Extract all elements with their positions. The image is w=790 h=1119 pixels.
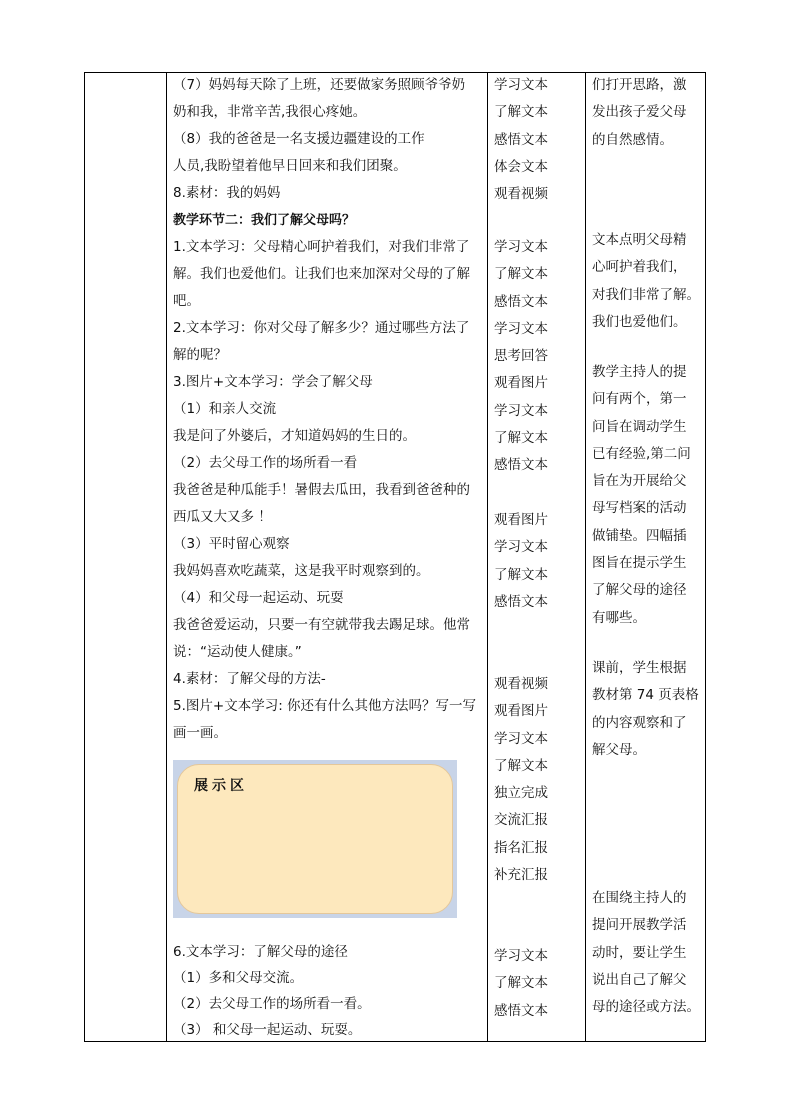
activity-item: 学习文本 <box>494 320 548 337</box>
note-line: 在围绕主持人的 <box>592 890 687 906</box>
content-line: （2）去父母工作的场所看一看。 <box>173 996 371 1012</box>
note-line: 有哪些。 <box>592 609 646 626</box>
activity-item: 感悟文本 <box>494 293 548 310</box>
content-line: 3.图片+文本学习：学会了解父母 <box>173 374 373 390</box>
activity-item: 学习文本 <box>494 239 548 255</box>
note-line: 发出孩子爱父母 <box>592 104 687 121</box>
note-line: 图旨在提示学生 <box>592 555 687 572</box>
activity-item: 感悟文本 <box>494 1002 548 1019</box>
note-line: 母的途径或方法。 <box>592 999 700 1016</box>
note-group-3 <box>592 359 691 632</box>
table-border-right <box>705 72 706 1042</box>
content-line: 画一画。 <box>173 725 227 741</box>
content-line: （3） 和父母一起运动、玩耍。 <box>173 1022 362 1038</box>
note-line: 了解父母的途径 <box>592 582 687 599</box>
content-line: 2.文本学习：你对父母了解多少？通过哪些方法了 <box>173 320 470 336</box>
content-line: 人员,我盼望着他早日回来和我们团聚。 <box>173 158 407 174</box>
activity-item: 了解文本 <box>494 104 548 121</box>
section-heading: 教学环节二：我们了解父母吗？ <box>173 213 356 228</box>
note-line: 对我们非常了解。 <box>592 286 700 303</box>
note-line: 们打开思路，激 <box>592 77 687 93</box>
content-line: 我妈妈喜欢吃蔬菜，这是我平时观察到的。 <box>173 563 430 579</box>
activity-item: 了解文本 <box>494 975 548 992</box>
content-line: 8.素材：我的妈妈 <box>173 185 281 201</box>
content-line: 1.文本学习：父母精心呵护着我们，对我们非常了 <box>173 239 470 255</box>
activity-item: 观看视频 <box>494 186 548 203</box>
content-line: （3）平时留心观察 <box>173 536 290 552</box>
content-line: （4）和父母一起运动、玩耍 <box>173 590 344 606</box>
note-group-1 <box>592 72 687 154</box>
activity-item: 学习文本 <box>494 730 548 747</box>
note-line: 教学主持人的提 <box>592 364 687 380</box>
content-line: （1）和亲人交流 <box>173 401 277 417</box>
display-area <box>173 760 457 918</box>
note-line: 旨在为开展给父 <box>592 473 687 490</box>
activity-item: 了解文本 <box>494 266 548 283</box>
table-border-left <box>84 72 85 1042</box>
activity-item: 了解文本 <box>494 430 548 447</box>
activity-item: 了解文本 <box>494 566 548 583</box>
note-line: 文本点明父母精 <box>592 232 687 248</box>
activity-item: 感悟文本 <box>494 131 548 148</box>
content-line: 西瓜又大又多 ！ <box>173 509 272 525</box>
activity-group-5 <box>494 943 548 1025</box>
display-area-title: 展示区 <box>194 778 248 794</box>
table-divider-3 <box>585 72 586 1042</box>
content-line: 我爸爸是种瓜能手！暑假去瓜田，我看到爸爸种的 <box>173 482 470 498</box>
activity-item: 感悟文本 <box>494 457 548 474</box>
note-line: 做铺垫。四幅插 <box>592 527 687 544</box>
content-line: 我是问了外婆后，才知道妈妈的生日的。 <box>173 428 416 444</box>
table-divider-2 <box>487 72 488 1042</box>
content-line: 吧。 <box>173 293 200 309</box>
note-group-2 <box>592 227 700 336</box>
activity-item: 观看图片 <box>494 375 548 392</box>
note-line: 心呵护着我们， <box>592 259 687 276</box>
content-line: （8）我的爸爸是一名支援边疆建设的工作 <box>173 131 425 147</box>
activity-item: 思考回答 <box>494 348 548 365</box>
activity-item: 感悟文本 <box>494 593 548 610</box>
note-line: 的内容观察和了 <box>592 714 687 731</box>
display-area-panel <box>177 764 453 914</box>
note-line: 说出自己了解父 <box>592 971 687 988</box>
activity-item: 学习文本 <box>494 402 548 419</box>
note-line: 已有经验,第二问 <box>592 445 691 462</box>
content-line: （2）去父母工作的场所看一看 <box>173 455 358 471</box>
content-line: 4.素材：了解父母的方法- <box>173 671 326 687</box>
note-group-4 <box>592 655 699 764</box>
note-line: 动时，要让学生 <box>592 944 687 961</box>
content-line: 6.文本学习：了解父母的途径 <box>173 944 348 960</box>
activity-item: 观看视频 <box>494 676 548 692</box>
table-divider-1 <box>166 72 167 1042</box>
note-group-5 <box>592 885 700 1021</box>
note-line: 问旨在调动学生 <box>592 418 687 435</box>
activity-item: 了解文本 <box>494 757 548 774</box>
content-line: （1）多和父母交流。 <box>173 970 304 986</box>
activity-item: 独立完成 <box>494 785 548 802</box>
note-line: 的自然感情。 <box>592 131 673 148</box>
content-line: 说：“运动使人健康。” <box>173 644 302 660</box>
content-line: 5.图片+文本学习: 你还有什么其他方法吗？写一写 <box>173 698 477 714</box>
note-line: 课前，学生根据 <box>592 660 687 676</box>
note-line: 我们也爱他们。 <box>592 313 687 330</box>
activity-item: 体会文本 <box>494 158 548 175</box>
activity-group-2 <box>494 234 548 480</box>
activity-item: 学习文本 <box>494 539 548 556</box>
activity-item: 指名汇报 <box>494 839 548 856</box>
activity-group-1 <box>494 72 548 208</box>
activity-group-3 <box>494 507 548 616</box>
content-line: 我爸爸爱运动，只要一有空就带我去踢足球。他常 <box>173 617 470 633</box>
note-line: 解父母。 <box>592 741 646 758</box>
content-line: 解。我们也爱他们。让我们也来加深对父母的了解 <box>173 266 470 282</box>
note-line: 问有两个，第一 <box>592 391 687 408</box>
content-line: 解的呢？ <box>173 347 227 363</box>
note-line: 提问开展教学活 <box>592 917 687 934</box>
activity-item: 补充汇报 <box>494 867 548 884</box>
content-line: （7）妈妈每天除了上班，还要做家务照顾爷爷奶 <box>173 77 466 93</box>
content-line: 奶和我，非常辛苦,我很心疼她。 <box>173 104 367 120</box>
activity-item: 学习文本 <box>494 948 548 964</box>
note-line: 母写档案的活动 <box>592 500 687 517</box>
activity-group-4 <box>494 671 548 889</box>
activity-item: 观看图片 <box>494 512 548 528</box>
note-line: 教材第 74 页表格 <box>592 687 699 704</box>
activity-item: 观看图片 <box>494 703 548 720</box>
activity-item: 交流汇报 <box>494 812 548 829</box>
activity-item: 学习文本 <box>494 77 548 93</box>
